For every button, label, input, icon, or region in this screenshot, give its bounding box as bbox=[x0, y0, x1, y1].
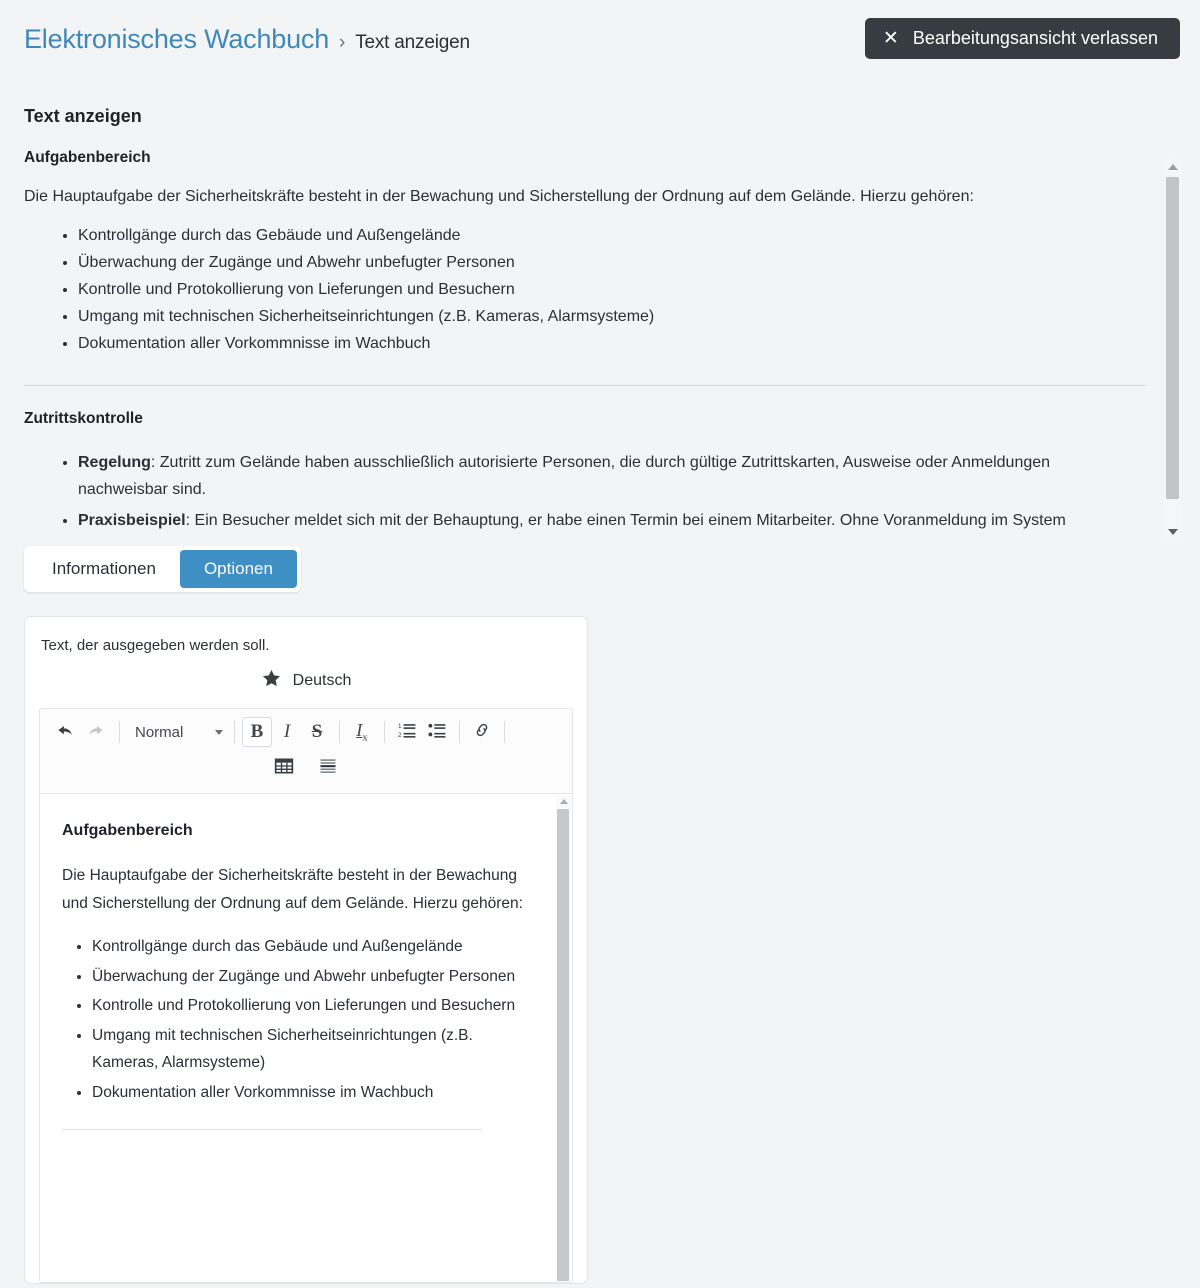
definition-text: : Ein Besucher meldet sich mit der Behauptung, er habe einen Termin bei einem Mitarbeiter. Ohne Voranmeldung im System bbox=[185, 512, 1066, 530]
svg-text:1: 1 bbox=[397, 722, 402, 730]
rich-text-editor[interactable] bbox=[39, 793, 573, 1283]
clear-format-button[interactable] bbox=[347, 717, 377, 747]
link-icon bbox=[472, 720, 492, 744]
section2-definition-list bbox=[24, 450, 1136, 534]
toolbar-row-secondary bbox=[50, 753, 562, 787]
italic-button[interactable] bbox=[272, 717, 302, 747]
page-title: Text anzeigen bbox=[24, 106, 142, 126]
ordered-list-icon bbox=[398, 721, 417, 744]
clear-format-icon: $I_x$ bbox=[356, 720, 368, 744]
main-content-scrollbar[interactable] bbox=[1164, 159, 1181, 539]
editor-scrollbar[interactable] bbox=[556, 795, 571, 1283]
bold-button[interactable] bbox=[242, 717, 272, 747]
toolbar-divider bbox=[119, 721, 120, 743]
breadcrumb-separator-icon: › bbox=[339, 31, 346, 53]
list-item: • Dokumentation aller Vorkommnisse im Wachbuch bbox=[92, 1079, 538, 1107]
editor-heading: Aufgabenbereich bbox=[62, 822, 193, 839]
list-item: • Kontrollgänge durch das Gebäude und Außengelände bbox=[78, 223, 1136, 250]
definition-text: : Zutritt zum Gelände haben ausschließlich autorisierte Personen, die durch gültige Zutrittskarten, Ausweise oder Anmeldungen nachweisbar sind. bbox=[78, 454, 1051, 499]
undo-button[interactable] bbox=[50, 717, 80, 747]
redo-button[interactable] bbox=[80, 717, 110, 747]
list-item: • Überwachung der Zugänge und Abwehr unbefugter Personen bbox=[92, 963, 538, 991]
tab-bar bbox=[24, 546, 301, 592]
scrollbar-thumb[interactable] bbox=[1166, 177, 1179, 499]
exit-edit-view-button[interactable] bbox=[865, 18, 1180, 59]
ordered-list-button[interactable] bbox=[392, 717, 422, 747]
bullet-list-button[interactable] bbox=[422, 717, 452, 747]
section-heading-zutrittskontrolle: Zutrittskontrolle bbox=[24, 410, 143, 428]
svg-text:2: 2 bbox=[397, 731, 402, 739]
list-item bbox=[78, 450, 1136, 504]
undo-icon bbox=[56, 721, 75, 744]
list-item: • Überwachung der Zugänge und Abwehr unbefugter Personen bbox=[78, 250, 1136, 277]
scrollbar-thumb[interactable] bbox=[557, 809, 569, 1281]
list-item: • Umgang mit technischen Sicherheitseinrichtungen (z.B. Kameras, Alarmsysteme) bbox=[78, 304, 1136, 331]
section1-bullet-list bbox=[24, 223, 1136, 357]
list-item: • Umgang mit technischen Sicherheitseinrichtungen (z.B. Kameras, Alarmsysteme) bbox=[92, 1022, 538, 1077]
bullet-list-icon bbox=[428, 721, 447, 744]
align-justify-icon bbox=[318, 756, 338, 780]
star-icon bbox=[261, 668, 282, 694]
toolbar-divider bbox=[459, 721, 460, 743]
tab-informationen[interactable]: Informationen bbox=[28, 550, 180, 588]
editor-bullet-list bbox=[62, 933, 538, 1106]
section-divider bbox=[24, 385, 1146, 386]
format-select-value: Normal bbox=[135, 723, 184, 741]
toolbar-divider bbox=[234, 721, 235, 743]
table-icon bbox=[274, 756, 294, 780]
chevron-down-icon bbox=[215, 730, 223, 735]
editor-content-divider bbox=[62, 1129, 482, 1130]
italic-icon: I bbox=[283, 721, 291, 742]
close-icon: ✕ bbox=[882, 28, 899, 49]
section-heading-aufgabenbereich: Aufgabenbereich bbox=[24, 149, 151, 166]
insert-table-button[interactable] bbox=[269, 753, 299, 783]
align-button[interactable] bbox=[313, 753, 343, 783]
definition-term: Regelung bbox=[78, 454, 151, 472]
scroll-up-arrow-icon[interactable] bbox=[1164, 159, 1181, 174]
scroll-up-arrow-icon[interactable] bbox=[556, 795, 571, 808]
app-header bbox=[0, 0, 1200, 78]
format-select[interactable] bbox=[129, 724, 227, 741]
editor-toolbar bbox=[39, 708, 573, 793]
list-item: • Dokumentation aller Vorkommnisse im Wachbuch bbox=[78, 331, 1136, 358]
editor-panel bbox=[24, 616, 588, 1284]
editor-paragraph: Die Hauptaufgabe der Sicherheitskräfte besteht in der Bewachung und Sicherstellung der Ordnung auf dem Gelände. Hierzu gehören: bbox=[62, 867, 523, 912]
definition-term: Praxisbeispiel bbox=[78, 512, 186, 530]
breadcrumb-root-link[interactable]: Elektronisches Wachbuch bbox=[24, 23, 330, 54]
list-item: • Kontrolle und Protokollierung von Lieferungen und Besuchern bbox=[78, 277, 1136, 304]
breadcrumb-current: Text anzeigen bbox=[355, 31, 470, 53]
list-item: • Kontrolle und Protokollierung von Lieferungen und Besuchern bbox=[92, 992, 538, 1020]
toolbar-divider bbox=[339, 721, 340, 743]
strikethrough-icon: S bbox=[311, 721, 323, 742]
section-lead-paragraph: Die Hauptaufgabe der Sicherheitskräfte besteht in der Bewachung und Sicherstellung der Ordnung auf dem Gelände. Hierzu gehören: bbox=[24, 188, 974, 205]
redo-icon bbox=[86, 721, 105, 744]
breadcrumb bbox=[24, 24, 470, 55]
strikethrough-button[interactable] bbox=[302, 717, 332, 747]
toolbar-row-primary bbox=[50, 717, 562, 747]
main-content-region bbox=[0, 149, 1200, 534]
list-item bbox=[78, 508, 1136, 534]
toolbar-divider bbox=[384, 721, 385, 743]
editor-content[interactable] bbox=[40, 794, 572, 1283]
main-content-scroll-area bbox=[0, 149, 1160, 534]
bold-icon: B bbox=[250, 721, 264, 742]
editor-language-row bbox=[39, 668, 573, 694]
scroll-down-arrow-icon[interactable] bbox=[1164, 524, 1181, 539]
editor-field-label: Text, der ausgegeben werden soll. bbox=[41, 637, 270, 654]
toolbar-divider bbox=[504, 721, 505, 743]
exit-edit-view-label: Bearbeitungsansicht verlassen bbox=[912, 28, 1158, 48]
link-button[interactable] bbox=[467, 717, 497, 747]
list-item: • Kontrollgänge durch das Gebäude und Außengelände bbox=[92, 933, 538, 961]
editor-language-label: Deutsch bbox=[292, 672, 352, 689]
tab-optionen[interactable]: Optionen bbox=[180, 550, 297, 588]
